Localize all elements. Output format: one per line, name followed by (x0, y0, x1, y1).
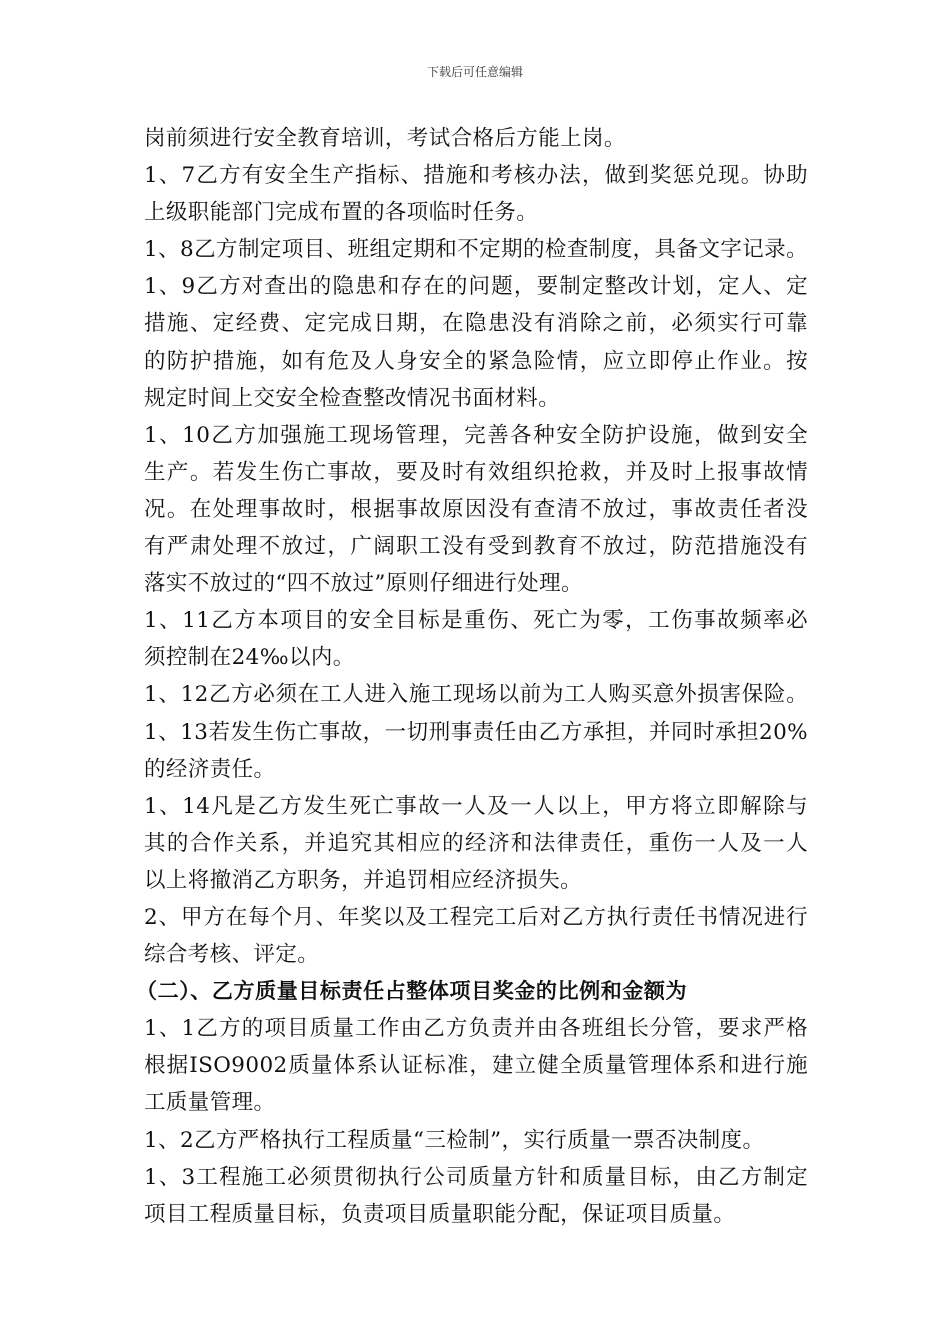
text-line: 综合考核、评定。 (144, 942, 320, 968)
text-line: 1、9乙方对查出的隐患和存在的问题，要制定整改计划，定人、定 (144, 274, 808, 300)
text-line: 况。在处理事故时，根据事故原因没有查清不放过，事故责任者没 (144, 496, 808, 522)
text-line: 落实不放过的“四不放过”原则仔细进行处理。 (144, 571, 583, 597)
text-line: 规定时间上交安全检查整改情况书面材料。 (144, 385, 561, 411)
text-line: 1、14凡是乙方发生死亡事故一人及一人以上，甲方将立即解除与 (144, 793, 808, 819)
text-line: 根据ISO9002质量体系认证标准，建立健全质量管理体系和进行施 (144, 1053, 808, 1079)
document-body (136, 120, 808, 1233)
text-line: 岗前须进行安全教育培训，考试合格后方能上岗。 (144, 126, 626, 151)
section-heading: （二）、乙方质量目标责任占整体项目奖金的比例和金额为 (136, 979, 688, 1004)
text-line: 工质量管理。 (144, 1090, 276, 1116)
text-line: 1、13若发生伤亡事故，一切刑事责任由乙方承担，并同时承担20% (144, 719, 808, 745)
text-line: 1、11乙方本项目的安全目标是重伤、死亡为零，工伤事故频率必 (144, 608, 808, 634)
text-line: 生产。若发生伤亡事故，要及时有效组织抢救，并及时上报事故情 (144, 459, 808, 485)
text-line: 2、甲方在每个月、年奖以及工程完工后对乙方执行责任书情况进行 (144, 904, 808, 930)
text-line: 的经济责任。 (144, 756, 276, 782)
page-header-note: 下载后可任意编辑 (426, 65, 523, 79)
text-line: 1、12乙方必须在工人进入施工现场以前为工人购买意外损害保险。 (144, 682, 808, 708)
text-line: 有严肃处理不放过，广阔职工没有受到教育不放过，防范措施没有 (144, 534, 808, 560)
text-line: 措施、定经费、定完成日期，在隐患没有消除之前，必须实行可靠 (144, 311, 808, 337)
text-line: 1、7乙方有安全生产指标、措施和考核办法，做到奖惩兑现。协助 (144, 163, 808, 189)
text-line: 其的合作关系，并追究其相应的经济和法律责任，重伤一人及一人 (144, 830, 808, 856)
text-line: 项目工程质量目标，负责项目质量职能分配，保证项目质量。 (144, 1201, 736, 1227)
text-line: 上级职能部门完成布置的各项临时任务。 (144, 200, 539, 226)
text-line: 1、10乙方加强施工现场管理，完善各种安全防护设施，做到安全 (144, 422, 808, 448)
text-line: 以上将撤消乙方职务，并追罚相应经济损失。 (144, 867, 583, 893)
text-line: 1、8乙方制定项目、班组定期和不定期的检查制度，具备文字记录。 (144, 237, 808, 263)
text-line: 1、3工程施工必须贯彻执行公司质量方针和质量目标，由乙方制定 (144, 1164, 808, 1190)
text-line: 须控制在24‰以内。 (144, 645, 355, 671)
text-line: 的防护措施，如有危及人身安全的紧急险情，应立即停止作业。按 (144, 348, 808, 374)
text-line: 1、1乙方的项目质量工作由乙方负责并由各班组长分管，要求严格 (144, 1016, 808, 1042)
text-line: 1、2乙方严格执行工程质量“三检制”，实行质量一票否决制度。 (144, 1127, 765, 1153)
